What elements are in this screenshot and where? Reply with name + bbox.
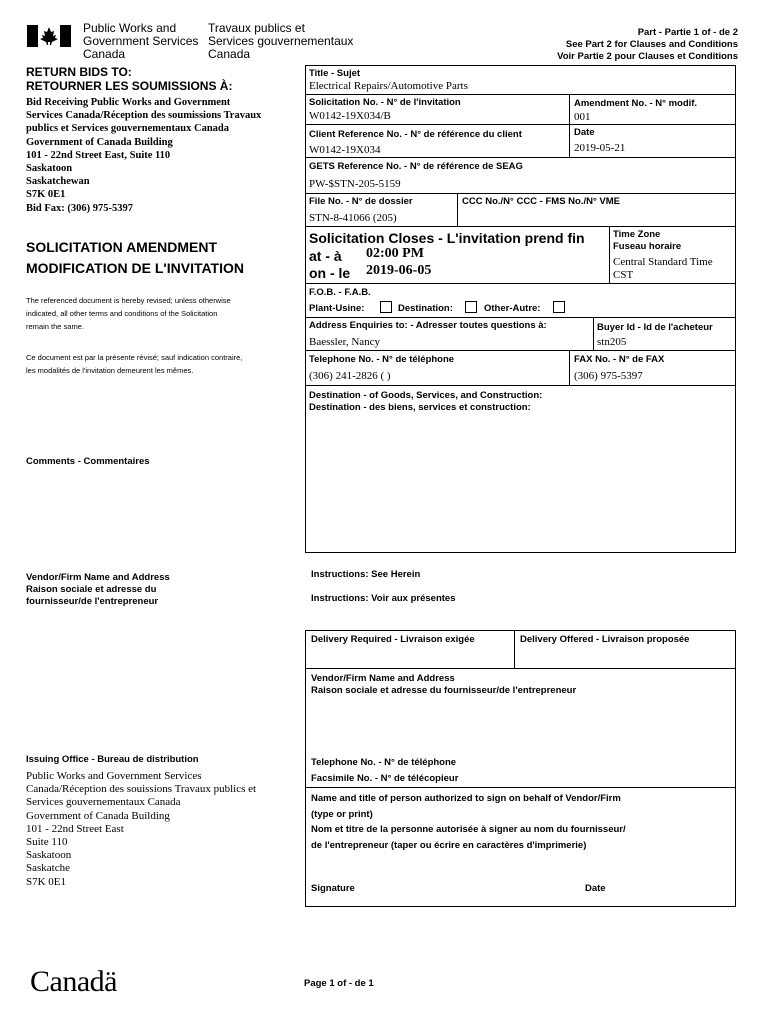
buyer-id-value: stn205: [597, 336, 627, 348]
gets-ref-value: PW-$STN-205-5159: [309, 178, 401, 190]
delivery-offered-label: Delivery Offered - Livraison proposée: [520, 634, 690, 645]
issuing-office-label: Issuing Office - Bureau de distribution: [26, 754, 199, 765]
maple-leaf-icon: [27, 25, 71, 47]
delivery-required-label: Delivery Required - Livraison exigée: [311, 634, 475, 645]
vendor-facsimile-label: Facsimile No. - N° de télécopieur: [311, 773, 459, 784]
amendment-no-label: Amendment No. - N° modif.: [574, 98, 698, 109]
closes-at-label: at - à: [309, 248, 342, 264]
destination-label: Destination:: [398, 303, 453, 314]
canada-wordmark: Canadä: [30, 965, 117, 998]
telephone-value: (306) 241-2826 ( ): [309, 370, 391, 382]
amendment-note-fr: Ce document est par la présente révisé; sauf indication contraire, les modalités de l'invitation demeurent les mêmes.: [26, 353, 243, 375]
date-value: 2019-05-21: [574, 142, 626, 154]
address-enquiries-value: Baessler, Nancy: [309, 336, 381, 348]
closes-label: Solicitation Closes - L'invitation prend fin: [309, 230, 585, 246]
fax-value: (306) 975-5397: [574, 370, 643, 382]
date-label: Date: [574, 127, 595, 138]
signature-label: Signature: [311, 883, 355, 894]
title-value: Electrical Repairs/Automotive Parts: [309, 80, 468, 92]
solicitation-no-label: Solicitation No. - N° de l'invitation: [309, 97, 461, 108]
page-number: Page 1 of - de 1: [304, 978, 374, 989]
instructions-en: Instructions: See Herein: [311, 569, 421, 580]
canada-flag-logo: [27, 25, 71, 47]
return-bids-address: Bid Receiving Public Works and Government Services Canada/Réception des soumissions Travaux publics et Services gouvernementaux Canada Government of Canada Building 101 - 22nd Street East, Suite 110 Saskatoon Saskatchewan S7K 0E1 Bid Fax: (306) 975-5397: [26, 97, 262, 214]
plant-usine-checkbox[interactable]: [380, 301, 392, 313]
closes-on-value: 2019-06-05: [366, 263, 432, 278]
title-label: Title - Sujet: [309, 68, 361, 79]
issuing-office-address: Public Works and Government Services Canada/Réception des souissions Travaux publics et Services gouvernementaux Canada Government of Canada Building 101 - 22nd Street East Suite 110 Saskatoon Saskatche S7K 0E1: [26, 770, 257, 888]
amendment-title: SOLICITATION AMENDMENT MODIFICATION DE L'INVITATION: [26, 239, 244, 276]
destination-checkbox[interactable]: [465, 301, 477, 313]
date-signature-label: Date: [585, 883, 606, 894]
amendment-no-value: 001: [574, 111, 591, 123]
vendor-firm-label: Vendor/Firm Name and Address Raison sociale et adresse du fournisseur/de l'entrepreneur: [311, 673, 577, 696]
time-zone-label: Time Zone Fuseau horaire: [613, 229, 682, 252]
telephone-label: Telephone No. - N° de téléphone: [309, 354, 455, 365]
closes-on-label: on - le: [309, 265, 351, 281]
ccc-no-label: CCC No./N° CCC - FMS No./N° VME: [462, 196, 621, 207]
department-name-en: Public Works and Government Services Canada: [83, 21, 199, 61]
gets-ref-label: GETS Reference No. - N° de référence de SEAG: [309, 161, 523, 172]
solicitation-no-value: W0142-19X034/B: [309, 110, 391, 122]
time-zone-value: Central Standard Time CST: [613, 256, 713, 281]
other-autre-checkbox[interactable]: [553, 301, 565, 313]
return-bids-title: RETURN BIDS TO: RETOURNER LES SOUMISSIONS À:: [26, 65, 233, 93]
destination-goods-label: Destination - of Goods, Services, and Construction: Destination - des biens, services et construction:: [309, 390, 543, 413]
instructions-fr: Instructions: Voir aux présentes: [311, 593, 456, 604]
other-autre-label: Other-Autre:: [484, 303, 541, 314]
authorized-person-label: Name and title of person authorized to sign on behalf of Vendor/Firm (type or print) Nom et titre de la personne autorisée à signer au nom du fournisseur/ de l'entrepreneur (taper ou écrire en caractères d'imprimerie): [311, 793, 626, 851]
amendment-note-en: The referenced document is hereby revised; unless otherwise indicated, all other terms and conditions of the Solicitation remain the same.: [26, 296, 231, 331]
file-no-value: STN-8-41066 (205): [309, 212, 397, 224]
part-indicator: Part - Partie 1 of - de 2 See Part 2 for Clauses and Conditions Voir Partie 2 pour Clauses et Conditions: [557, 27, 738, 62]
fax-label: FAX No. - N° de FAX: [574, 354, 665, 365]
vendor-left-label: Vendor/Firm Name and Address Raison sociale et adresse du fournisseur/de l'entrepreneur: [26, 572, 170, 607]
client-ref-label: Client Reference No. - N° de référence du client: [309, 129, 522, 140]
buyer-id-label: Buyer Id - Id de l'acheteur: [597, 322, 713, 333]
comments-label: Comments - Commentaires: [26, 456, 150, 467]
plant-usine-label: Plant-Usine:: [309, 303, 365, 314]
department-name-fr: Travaux publics et Services gouvernementaux Canada: [208, 21, 354, 61]
vendor-telephone-label: Telephone No. - N° de téléphone: [311, 757, 457, 768]
closes-at-value: 02:00 PM: [366, 246, 424, 261]
client-ref-value: W0142-19X034: [309, 144, 381, 156]
fob-label: F.O.B. - F.A.B.: [309, 287, 371, 298]
address-enquiries-label: Address Enquiries to: - Adresser toutes questions à:: [309, 320, 547, 331]
file-no-label: File No. - N° de dossier: [309, 196, 413, 207]
